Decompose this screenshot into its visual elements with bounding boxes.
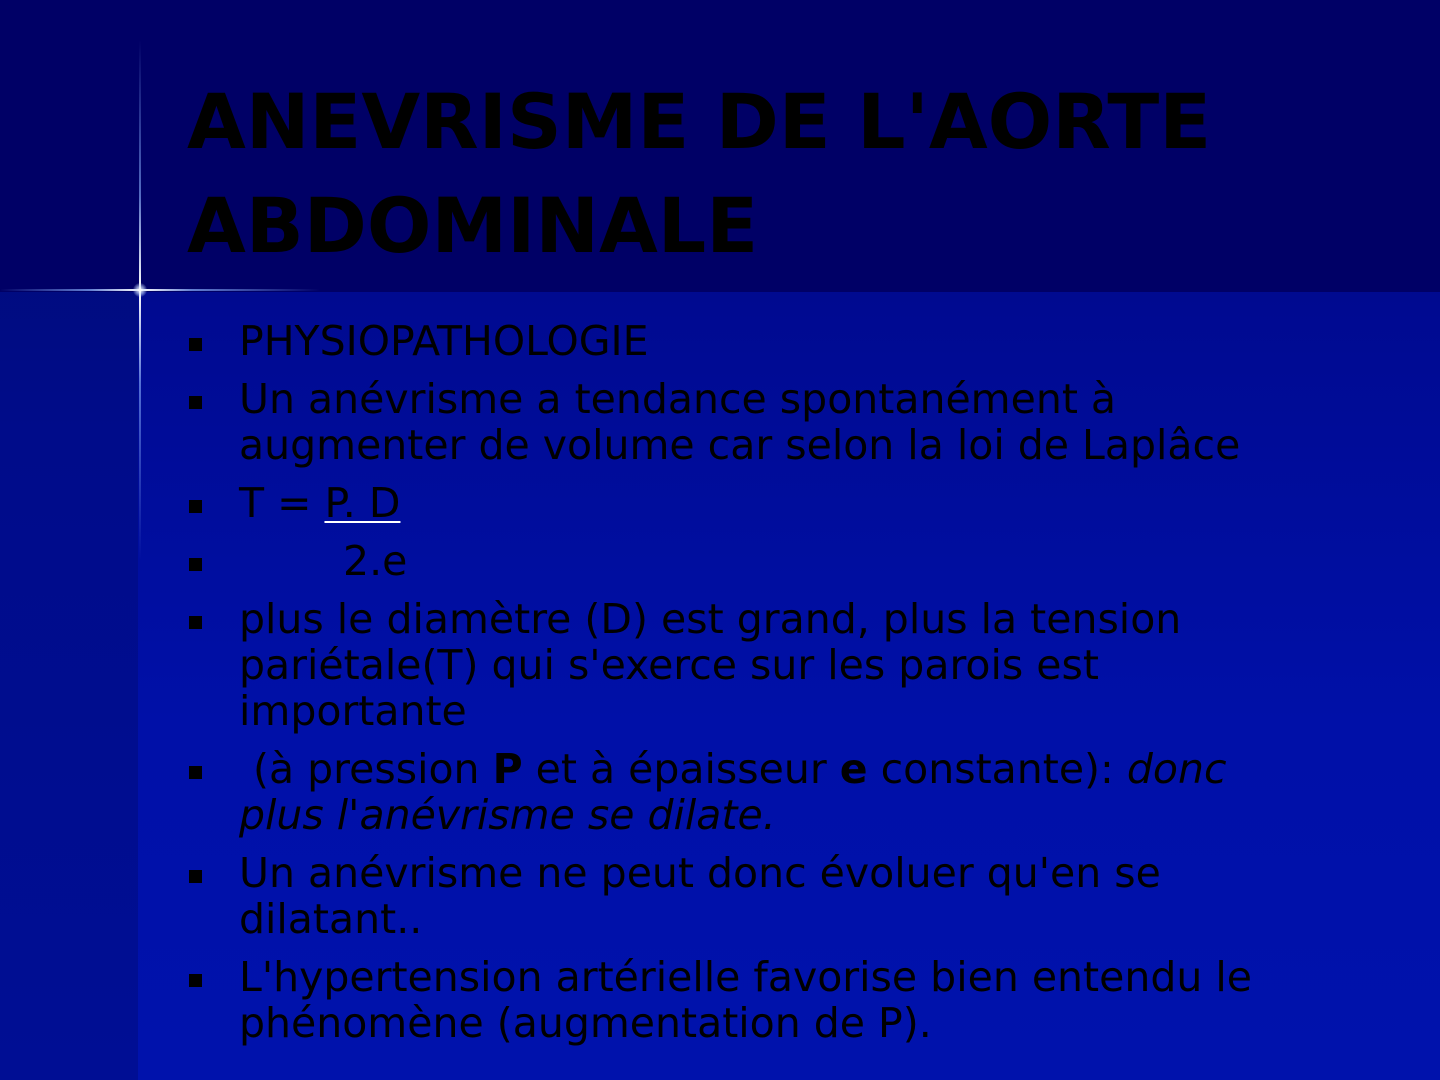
formula-denominator: 2.e [343,537,408,585]
bullet-text: importante [239,687,467,735]
bullet-text: pariétale(T) qui s'exerce sur les parois est [239,641,1099,689]
list-item [187,376,1297,468]
bullet-text: L'hypertension artérielle favorise bien entendu le [239,953,1252,1001]
square-bullet-icon [189,974,202,987]
bullet-list [187,318,1297,1058]
list-item [187,480,1297,526]
sparkle-star-icon [133,283,147,297]
sparkle-horizontal-ray [0,289,320,291]
list-item [187,318,1297,364]
bold-e: e [839,745,868,793]
bullet-text: (à pression [253,745,493,793]
square-bullet-icon [189,870,202,883]
list-item [187,850,1297,942]
sparkle-vertical-ray [139,40,141,560]
square-bullet-icon [189,338,202,351]
bullet-text: PHYSIOPATHOLOGIE [239,317,649,365]
square-bullet-icon [189,558,202,571]
title-line-1: ANEVRISME DE L'AORTE [187,77,1212,166]
square-bullet-icon [189,396,202,409]
list-item [187,596,1297,734]
bullet-text: augmenter de volume car selon la loi de Laplâce [239,421,1241,469]
list-item [187,954,1297,1046]
bullet-text: dilatant.. [239,895,423,943]
square-bullet-icon [189,500,202,513]
bullet-text: Un anévrisme a tendance spontanément à [239,375,1117,423]
list-item [187,746,1297,838]
title-line-2: ABDOMINALE [187,181,759,270]
bold-p: P [492,745,523,793]
formula-prefix: T = [239,479,325,527]
list-item [187,538,1297,584]
bullet-text: constante): [867,745,1127,793]
bullet-text: phénomène (augmentation de P). [239,999,932,1047]
italic-text: plus l'anévrisme se dilate. [239,791,776,839]
bullet-text: et à épaisseur [522,745,840,793]
italic-text: donc [1126,745,1227,793]
square-bullet-icon [189,766,202,779]
bullet-text: Un anévrisme ne peut donc évoluer qu'en se [239,849,1161,897]
formula-numerator: P. D [324,479,401,527]
slide-title [187,70,1407,278]
square-bullet-icon [189,616,202,629]
bullet-text: plus le diamètre (D) est grand, plus la tension [239,595,1182,643]
